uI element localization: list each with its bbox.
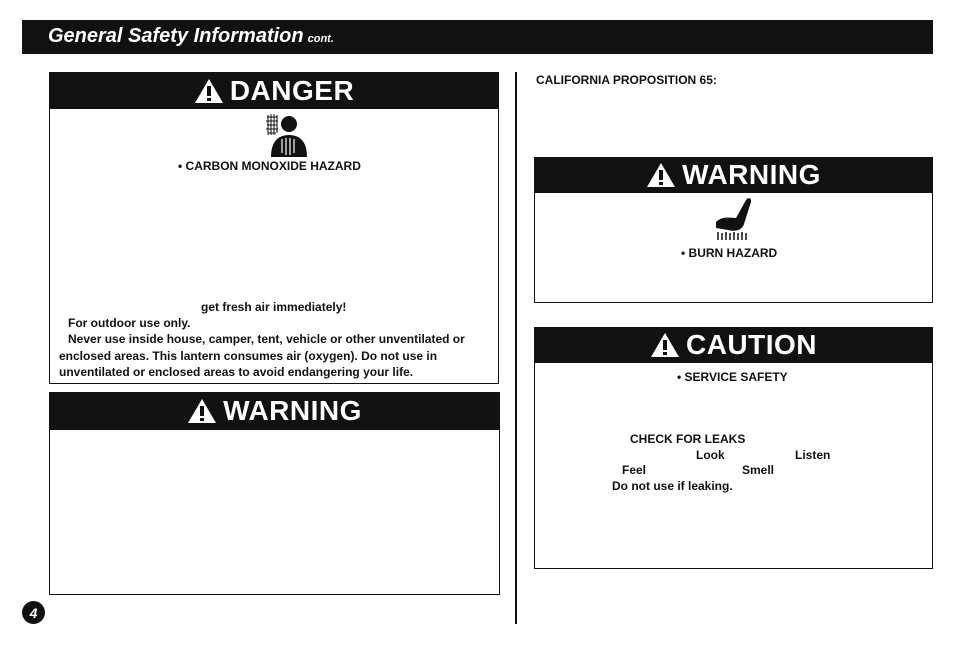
warning-left-panel	[49, 392, 500, 595]
look-text: Look	[696, 448, 725, 462]
column-divider	[515, 72, 517, 624]
feel-text: Feel	[622, 463, 647, 477]
outdoor-use-text: For outdoor use only.	[68, 316, 191, 330]
warning-left-triangle-icon	[187, 398, 217, 424]
california-prop65-title: CALIFORNIA PROPOSITION 65:	[536, 73, 717, 87]
danger-warning-triangle-icon	[194, 78, 224, 104]
carbon-monoxide-hazard-text: • CARBON MONOXIDE HAZARD	[178, 159, 361, 173]
danger-label: DANGER	[229, 75, 355, 106]
service-safety-text: • SERVICE SAFETY	[677, 370, 788, 384]
warning-right-label: WARNING	[682, 159, 821, 190]
caution-triangle-icon	[650, 332, 680, 358]
warning-right-panel	[534, 157, 933, 303]
check-for-leaks-text: CHECK FOR LEAKS	[630, 432, 746, 446]
listen-text: Listen	[795, 448, 831, 462]
warning-right-header	[535, 158, 932, 193]
never-use-inside-text: Never use inside house, camper, tent, vehicle or other unventilated or enclosed areas. This lantern consumes air (oxygen). Do not use in unventilated or enclosed areas to avoid endangering your life.	[59, 332, 465, 379]
danger-header	[50, 73, 498, 109]
smell-text: Smell	[742, 463, 775, 477]
warning-left-label: WARNING	[223, 395, 362, 426]
section-header	[22, 20, 933, 54]
burn-hand-icon	[712, 196, 756, 240]
carbon-monoxide-person-icon	[265, 113, 309, 157]
caution-panel	[534, 327, 933, 569]
fresh-air-text: get fresh air immediately!	[201, 300, 347, 314]
caution-header	[535, 328, 932, 363]
caution-label: CAUTION	[685, 329, 818, 360]
warning-right-triangle-icon	[646, 162, 676, 188]
page-number-text: 4	[29, 604, 38, 621]
section-title-cont: cont.	[307, 33, 334, 45]
warning-left-header	[50, 393, 499, 430]
section-title	[48, 25, 334, 48]
do-not-use-if-leaking-text: Do not use if leaking.	[612, 479, 733, 493]
page-number	[22, 601, 45, 624]
burn-hazard-text: • BURN HAZARD	[681, 246, 778, 260]
section-title-text: General Safety Information	[48, 25, 304, 47]
danger-panel	[49, 72, 499, 384]
